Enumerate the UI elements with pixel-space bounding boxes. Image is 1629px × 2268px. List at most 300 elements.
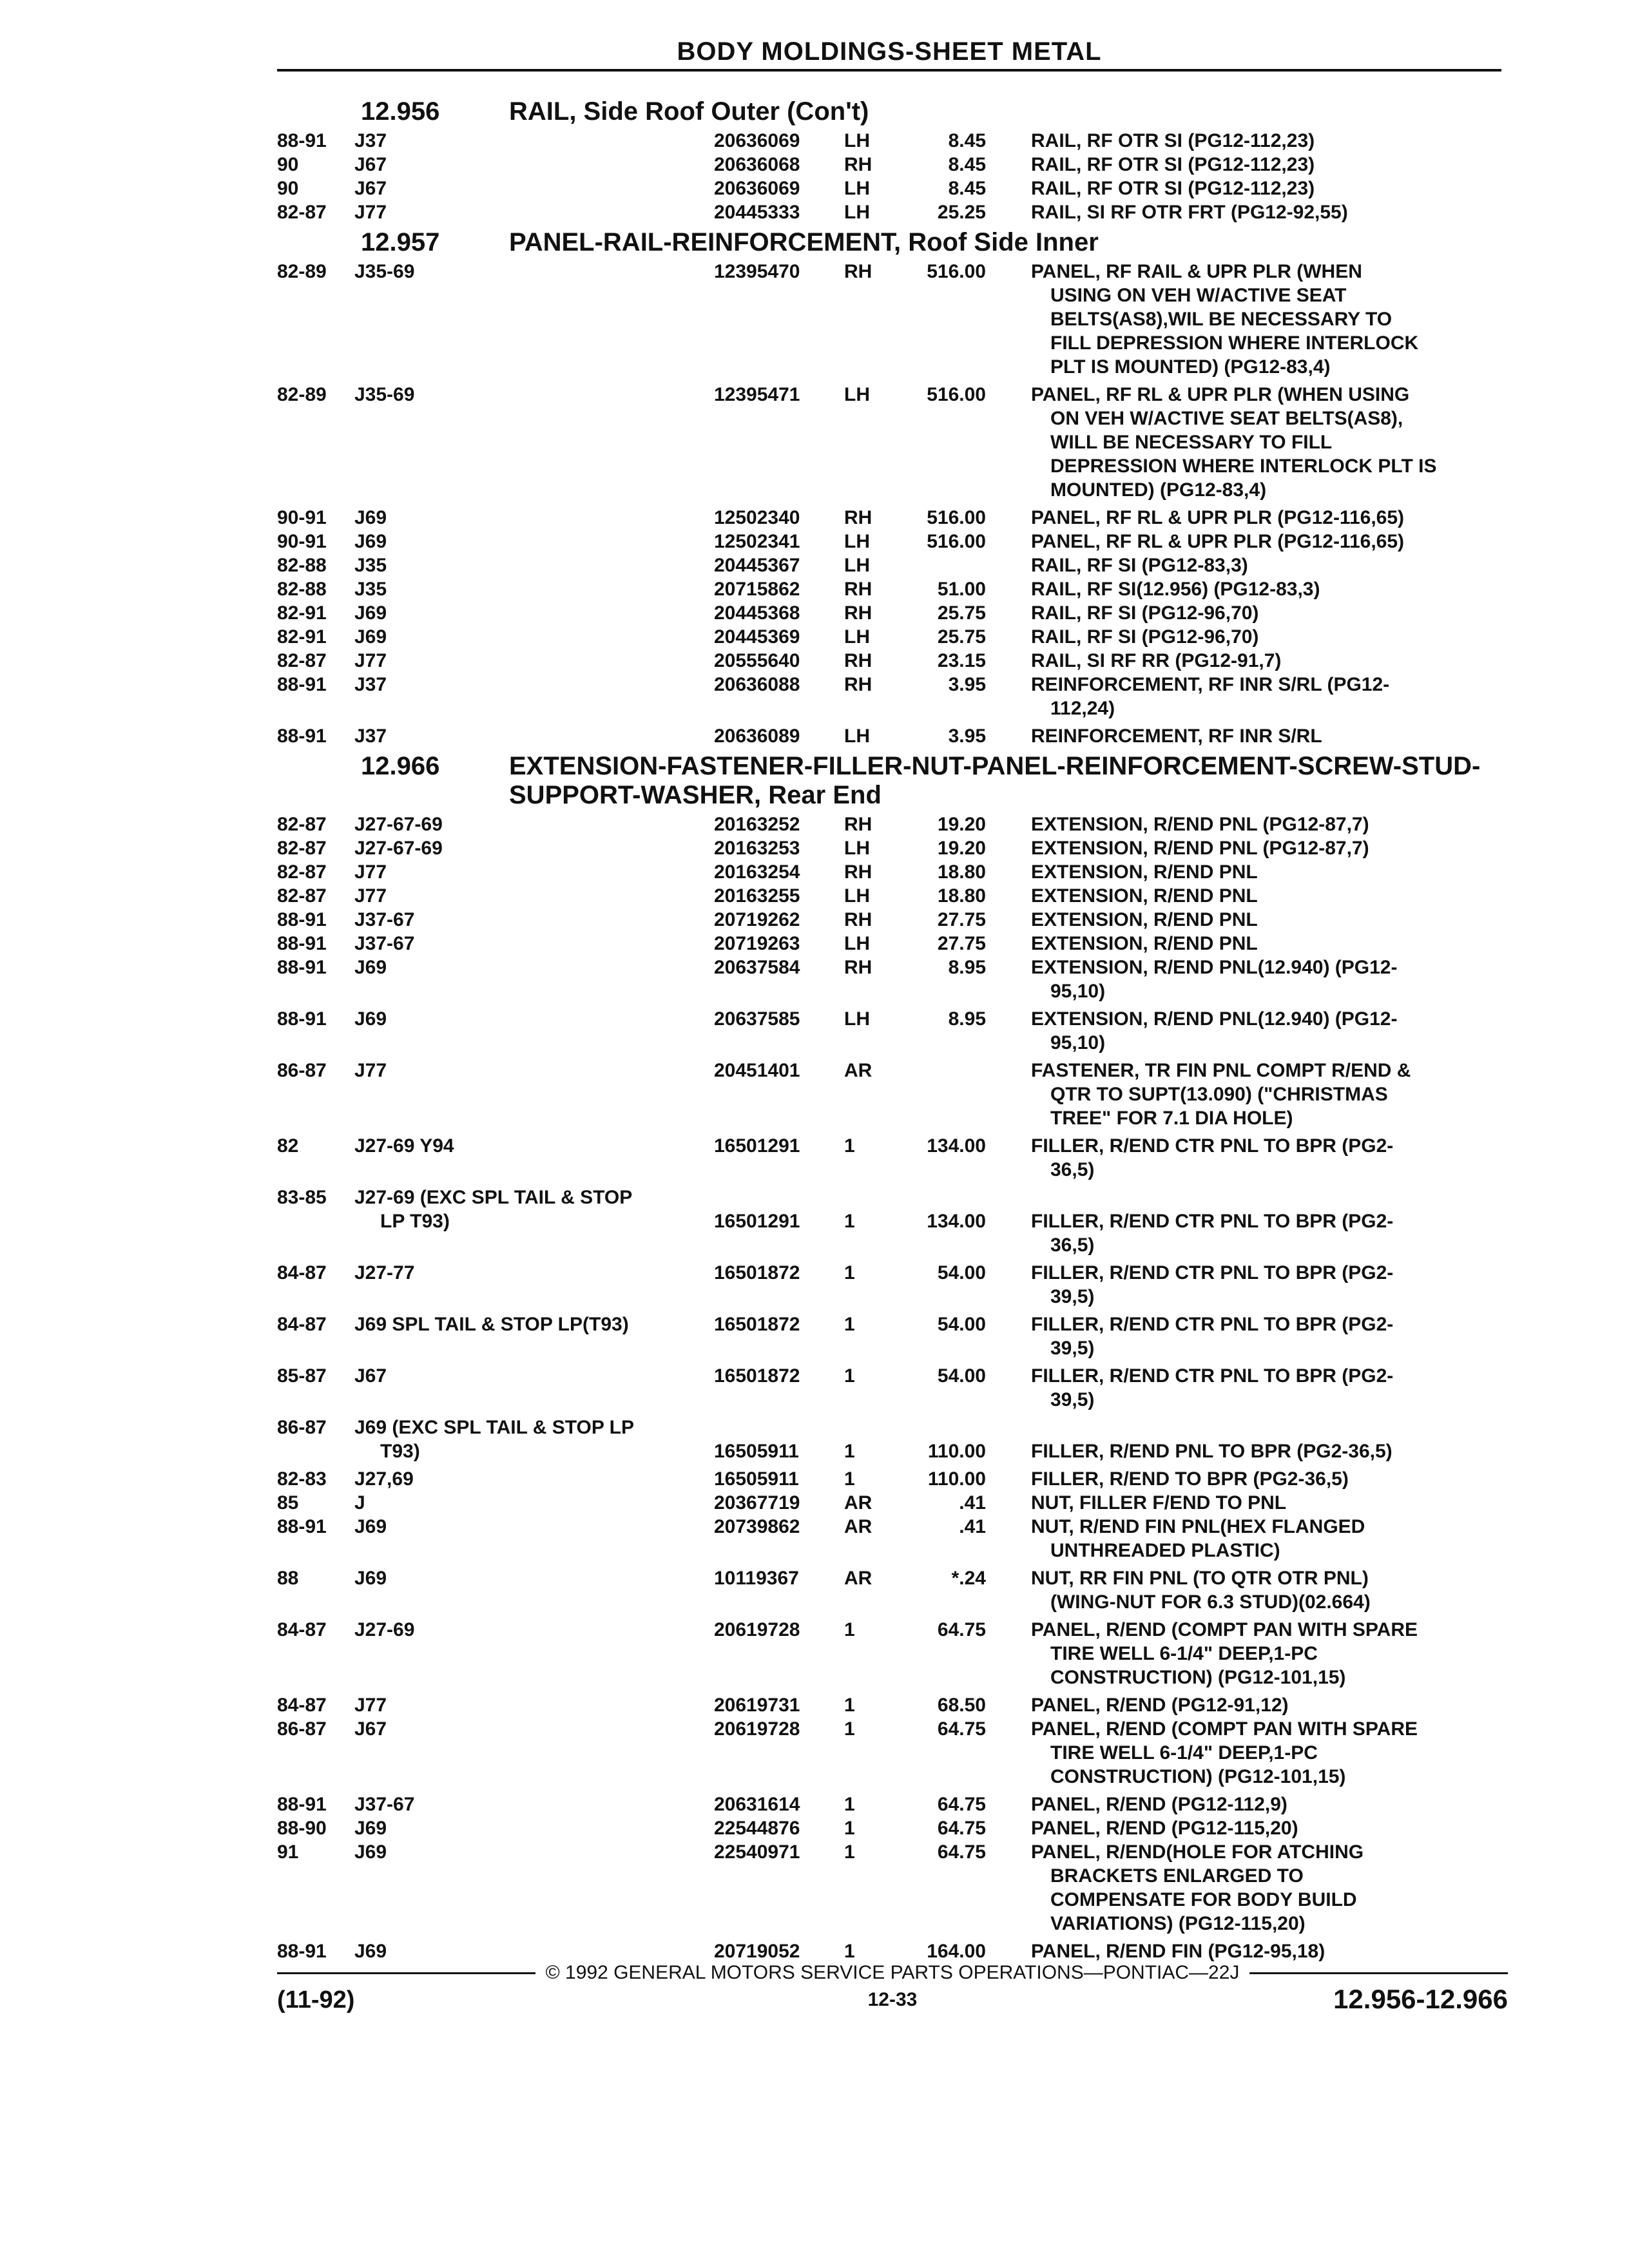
description-line: NUT, FILLER F/END TO PNL [1031,1492,1287,1514]
model-years: 84-87 [277,1619,327,1640]
model-years: 82-88 [277,555,327,576]
part-description [1031,1364,1482,1412]
body-style [354,153,677,177]
part-row [277,383,1508,502]
part-row [277,884,1508,908]
model-years: 85-87 [277,1365,327,1387]
part-number: 20555640 [714,650,800,671]
description-line: CONSTRUCTION) (PG12-101,15) [1050,1667,1346,1688]
part-description [1031,860,1482,884]
model-years: 84-87 [277,1314,327,1335]
body-style-line: J37-67 [354,909,415,930]
description-line: RAIL, SI RF OTR FRT (PG12-92,55) [1031,202,1348,223]
part-description [1031,1007,1482,1055]
part-row [277,1939,1508,1963]
part-description [1031,1186,1482,1257]
part-number: 22544876 [714,1818,800,1839]
quantity: RH [844,579,872,600]
list-price: 164.00 [927,1941,986,1962]
description-line: DEPRESSION WHERE INTERLOCK PLT IS [1050,456,1437,477]
list-price: 516.00 [927,531,986,552]
part-number: 20445368 [714,602,800,624]
quantity: AR [844,1492,872,1514]
part-row [277,1792,1508,1816]
description-line: 95,10) [1050,1032,1106,1053]
quantity: RH [844,154,872,175]
part-number: 16501872 [714,1314,800,1335]
part-description [1031,1939,1482,1963]
list-price: 51.00 [937,579,986,600]
description-line: COMPENSATE FOR BODY BUILD [1050,1889,1357,1910]
body-style [354,1566,677,1590]
description-line: PANEL, R/END (PG12-91,12) [1031,1695,1289,1716]
model-years: 82-89 [277,261,327,282]
description-line: PLT IS MOUNTED) (PG12-83,4) [1050,356,1331,378]
model-years: 90-91 [277,531,327,552]
part-description [1031,177,1482,200]
part-description [1031,673,1482,720]
list-price: 516.00 [927,507,986,528]
description-line: QTR TO SUPT(13.090) ("CHRISTMAS [1050,1084,1388,1105]
part-description [1031,1059,1482,1130]
part-number: 20367719 [714,1492,800,1514]
part-row [277,673,1508,720]
part-number: 20445367 [714,555,800,576]
list-price: 110.00 [927,1441,986,1462]
body-style [354,553,677,577]
description-line: PANEL, R/END (PG12-112,9) [1031,1794,1287,1815]
list-price: 3.95 [948,674,986,695]
model-years: 90 [277,178,299,199]
body-style-line: J35-69 [354,261,415,282]
quantity: 1 [844,1695,855,1716]
list-price: 54.00 [937,1314,986,1335]
model-years: 88-91 [277,130,327,151]
model-years: 86-87 [277,1060,327,1081]
body-style-line: T93) [380,1441,420,1462]
part-description [1031,260,1482,379]
body-style-line: J37 [354,674,387,695]
description-line: 36,5) [1050,1159,1095,1180]
part-row [277,577,1508,601]
list-price: 8.45 [948,130,986,151]
part-row [277,530,1508,553]
description-line: RAIL, RF OTR SI (PG12-112,23) [1031,154,1315,175]
part-number: 20739862 [714,1516,800,1537]
description-line: EXTENSION, R/END PNL [1031,885,1258,907]
part-description [1031,1261,1482,1309]
list-price: 68.50 [937,1695,986,1716]
body-style [354,1312,677,1336]
body-style [354,884,677,908]
part-description [1031,812,1482,836]
part-row [277,836,1508,860]
description-line: PANEL, R/END FIN (PG12-95,18) [1031,1941,1325,1962]
description-line: CONSTRUCTION) (PG12-101,15) [1050,1766,1346,1787]
body-style-line: J37 [354,726,387,747]
body-style [354,577,677,601]
part-row [277,1261,1508,1309]
part-number: 12502340 [714,507,800,528]
model-years: 88 [277,1568,299,1589]
body-style [354,1515,677,1539]
body-style [354,383,677,407]
part-row [277,1186,1508,1257]
part-description [1031,1717,1482,1789]
quantity: LH [844,726,870,747]
list-price: 8.45 [948,154,986,175]
list-price: 64.75 [937,1818,986,1839]
quantity: RH [844,261,872,282]
quantity: RH [844,909,872,930]
body-style-line: J67 [354,154,387,175]
body-style-line: J69 (EXC SPL TAIL & STOP LP [354,1417,635,1438]
body-style [354,1261,677,1285]
part-number: 16505911 [714,1441,799,1462]
part-description [1031,956,1482,1003]
description-line: FASTENER, TR FIN PNL COMPT R/END & [1031,1060,1411,1081]
description-line: TREE" FOR 7.1 DIA HOLE) [1050,1108,1293,1129]
body-style [354,724,677,748]
part-row [277,153,1508,177]
model-years: 88-90 [277,1818,327,1839]
body-style-line: J67 [354,178,387,199]
section-header [277,228,1508,257]
part-row [277,506,1508,530]
description-line: BRACKETS ENLARGED TO [1050,1865,1304,1887]
body-style-line: J27-69 [354,1619,415,1640]
list-price: 64.75 [937,1619,986,1640]
part-description [1031,884,1482,908]
body-style-line: J69 [354,531,387,552]
body-style [354,932,677,956]
list-price: 54.00 [937,1365,986,1387]
model-years: 82 [277,1135,299,1157]
description-line: RAIL, RF SI (PG12-83,3) [1031,555,1248,576]
body-style-line: J69 [354,1818,387,1839]
part-row [277,1059,1508,1130]
part-description [1031,383,1482,502]
body-style-line: J [354,1492,365,1514]
description-line: REINFORCEMENT, RF INR S/RL (PG12- [1031,674,1390,695]
body-style-line: J27-67-69 [354,838,443,859]
section-range: 12.956-12.966 [1333,1984,1508,2014]
model-years: 82-87 [277,885,327,907]
description-line: RAIL, RF SI (PG12-96,70) [1031,602,1259,624]
body-style [354,1618,677,1642]
part-description [1031,1693,1482,1717]
quantity: 1 [844,1941,855,1962]
body-style-line: J67 [354,1365,387,1387]
part-row [277,1693,1508,1717]
part-row [277,177,1508,200]
part-number: 20163252 [714,814,800,835]
part-row [277,260,1508,379]
part-number: 20631614 [714,1794,800,1815]
section-title: EXTENSION-FASTENER-FILLER-NUT-PANEL-REINFORCEMENT-SCREW-STUD-SUPPORT-WASHER, Rear End [509,752,1481,809]
description-line: FILLER, R/END CTR PNL TO BPR (PG2- [1031,1365,1394,1387]
body-style [354,1792,677,1816]
part-row [277,812,1508,836]
body-style-line: J35 [354,555,387,576]
description-line: 39,5) [1050,1389,1095,1410]
description-line: PANEL, R/END (COMPT PAN WITH SPARE [1031,1619,1418,1640]
part-row [277,1816,1508,1840]
part-description [1031,932,1482,956]
model-years: 88-91 [277,933,327,954]
description-line: FILLER, R/END CTR PNL TO BPR (PG2- [1031,1211,1394,1232]
section-number: 12.957 [361,228,440,256]
list-price: 64.75 [937,1794,986,1815]
quantity: 1 [844,1211,855,1232]
body-style [354,649,677,673]
quantity: LH [844,838,870,859]
part-number: 20163254 [714,861,800,883]
part-description [1031,129,1482,153]
description-line: TIRE WELL 6-1/4" DEEP,1-PC [1050,1643,1318,1664]
part-row [277,1416,1508,1463]
section-number: 12.956 [361,97,440,126]
description-line: PANEL, R/END (COMPT PAN WITH SPARE [1031,1718,1418,1740]
description-line: PANEL, R/END (PG12-115,20) [1031,1818,1298,1839]
description-line: FILLER, R/END PNL TO BPR (PG2-36,5) [1031,1441,1393,1462]
description-line: (WING-NUT FOR 6.3 STUD)(02.664) [1050,1591,1371,1613]
part-description [1031,1618,1482,1689]
list-price: 25.75 [937,626,986,648]
quantity: RH [844,602,872,624]
part-row [277,956,1508,1003]
model-years: 88-91 [277,674,327,695]
quantity: LH [844,531,870,552]
part-description [1031,1816,1482,1840]
body-style-line: J27-67-69 [354,814,443,835]
part-row [277,625,1508,649]
body-style [354,1364,677,1388]
model-years: 84-87 [277,1695,327,1716]
quantity: LH [844,1008,870,1030]
part-description [1031,553,1482,577]
quantity: RH [844,814,872,835]
quantity: AR [844,1060,872,1081]
model-years: 82-83 [277,1468,327,1490]
description-line: RAIL, RF SI (PG12-96,70) [1031,626,1259,648]
body-style [354,956,677,979]
part-number: 20719263 [714,933,800,954]
body-style-line: J69 [354,1516,387,1537]
model-years: 88-91 [277,1516,327,1537]
quantity: 1 [844,1262,855,1283]
body-style [354,1467,677,1491]
body-style [354,1939,677,1963]
page-number: 12-33 [867,1989,918,2010]
part-number: 20451401 [714,1060,800,1081]
part-description [1031,1312,1482,1360]
body-style [354,1717,677,1741]
body-style [354,1007,677,1031]
list-price: 134.00 [927,1135,986,1157]
part-description [1031,836,1482,860]
quantity: LH [844,555,870,576]
quantity: AR [844,1516,872,1537]
quantity: 1 [844,1794,855,1815]
part-number: 20163253 [714,838,800,859]
description-line: NUT, R/END FIN PNL(HEX FLANGED [1031,1516,1365,1537]
description-line: 39,5) [1050,1286,1095,1307]
part-description [1031,1491,1482,1515]
description-line: 112,24) [1050,698,1115,719]
description-line: RAIL, RF SI(12.956) (PG12-83,3) [1031,579,1320,600]
section-header [277,752,1508,810]
description-line: EXTENSION, R/END PNL(12.940) (PG12- [1031,957,1398,978]
part-number: 20445333 [714,202,800,223]
part-description [1031,1566,1482,1614]
body-style-line: J77 [354,1695,387,1716]
description-line: FILLER, R/END CTR PNL TO BPR (PG2- [1031,1262,1394,1283]
model-years: 82-87 [277,650,327,671]
list-price: 64.75 [937,1841,986,1863]
body-style-line: J37-67 [354,1794,415,1815]
list-price: 54.00 [937,1262,986,1283]
body-style-line: J69 [354,957,387,978]
list-price: 110.00 [927,1468,986,1490]
body-style-line: J77 [354,202,387,223]
list-price: 18.80 [937,861,986,883]
list-price: .41 [959,1492,986,1514]
list-price: 27.75 [937,909,986,930]
part-row [277,724,1508,748]
part-row [277,1134,1508,1182]
part-number: 20636069 [714,130,800,151]
quantity: LH [844,933,870,954]
part-row [277,908,1508,932]
body-style-line: J27,69 [354,1468,414,1490]
body-style-line: J27-77 [354,1262,415,1283]
part-description [1031,530,1482,553]
description-line: 36,5) [1050,1235,1095,1256]
body-style-line: J77 [354,650,387,671]
parts-listing [277,93,1508,1963]
description-line [1031,1416,1482,1439]
list-price: 19.20 [937,814,986,835]
quantity: 1 [844,1314,855,1335]
page-title: BODY MOLDINGS-SHEET METAL [677,37,1102,66]
list-price: 64.75 [937,1718,986,1740]
quantity: 1 [844,1619,855,1640]
quantity: RH [844,507,872,528]
quantity: 1 [844,1365,855,1387]
quantity: RH [844,650,872,671]
quantity: 1 [844,1718,855,1740]
model-years: 82-87 [277,861,327,883]
part-number: 20636089 [714,726,800,747]
body-style [354,1186,677,1233]
quantity: LH [844,885,870,907]
description-line: PANEL, RF RL & UPR PLR (PG12-116,65) [1031,531,1405,552]
list-price: 8.95 [948,957,986,978]
body-style [354,860,677,884]
list-price: 3.95 [948,726,986,747]
part-row [277,1840,1508,1936]
body-style [354,260,677,284]
model-years: 88-91 [277,1941,327,1962]
quantity: LH [844,178,870,199]
body-style [354,601,677,625]
part-row [277,860,1508,884]
model-years: 82-91 [277,626,327,648]
part-number: 10119367 [714,1568,799,1589]
footer-rule-left [277,1972,535,1974]
body-style [354,1693,677,1717]
model-years: 83-85 [277,1187,327,1208]
model-years: 84-87 [277,1262,327,1283]
description-line: VARIATIONS) (PG12-115,20) [1050,1913,1306,1934]
body-style [354,673,677,697]
part-description [1031,1134,1482,1182]
body-style-line: J35 [354,579,387,600]
quantity: RH [844,957,872,978]
description-line: WILL BE NECESSARY TO FILL [1050,432,1333,453]
model-years: 88-91 [277,909,327,930]
part-row [277,1618,1508,1689]
list-price: 27.75 [937,933,986,954]
part-row [277,1007,1508,1055]
model-years: 82-88 [277,579,327,600]
description-line: NUT, RR FIN PNL (TO QTR OTR PNL) [1031,1568,1369,1589]
quantity: LH [844,130,870,151]
page-footer [277,1962,1508,2016]
body-style-line: J37 [354,130,387,151]
description-line: EXTENSION, R/END PNL [1031,861,1258,883]
body-style [354,1416,677,1463]
model-years: 90-91 [277,507,327,528]
body-style [354,625,677,649]
part-number: 20619731 [714,1695,800,1716]
part-number: 16501291 [714,1135,800,1157]
part-number: 20636068 [714,154,800,175]
part-row [277,200,1508,224]
part-number: 16501872 [714,1262,800,1283]
description-line: REINFORCEMENT, RF INR S/RL [1031,726,1322,747]
section-title: PANEL-RAIL-REINFORCEMENT, Roof Side Inner [509,228,1099,256]
body-style [354,908,677,932]
description-line: EXTENSION, R/END PNL (PG12-87,7) [1031,814,1369,835]
description-line: ON VEH W/ACTIVE SEAT BELTS(AS8), [1050,408,1403,429]
body-style [354,530,677,553]
part-number: 22540971 [714,1841,800,1863]
part-number: 20715862 [714,579,800,600]
model-years: 82-87 [277,814,327,835]
body-style [354,506,677,530]
part-number: 16501291 [714,1211,800,1232]
part-row [277,1491,1508,1515]
model-years: 86-87 [277,1718,327,1740]
body-style-line: J69 [354,626,387,648]
quantity: 1 [844,1135,855,1157]
model-years: 82-91 [277,602,327,624]
model-years: 88-91 [277,957,327,978]
part-description [1031,1416,1482,1463]
part-description [1031,1792,1482,1816]
part-number: 20619728 [714,1619,800,1640]
list-price: *.24 [951,1568,986,1589]
list-price: 134.00 [927,1211,986,1232]
part-description [1031,724,1482,748]
description-line [1031,1186,1482,1209]
body-style [354,129,677,153]
copyright-text: © 1992 GENERAL MOTORS SERVICE PARTS OPERATIONS—PONTIAC—22J [545,1962,1240,1983]
list-price: 25.25 [937,202,986,223]
part-description [1031,1840,1482,1936]
